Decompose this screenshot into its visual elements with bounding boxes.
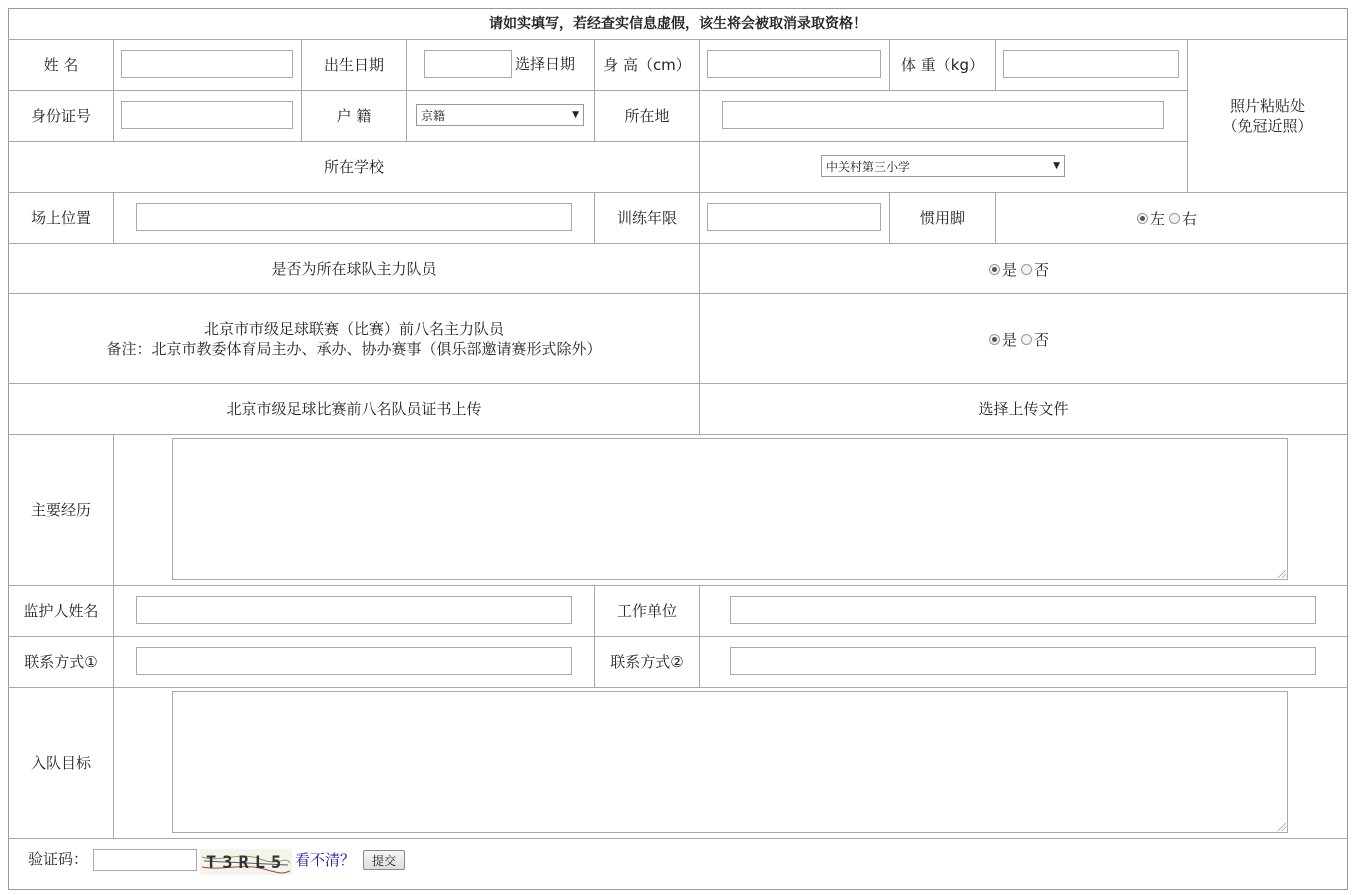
contact1-label: 联系方式① — [24, 653, 98, 671]
main-player-yes-label: 是 — [1002, 261, 1018, 279]
goal-textarea[interactable] — [172, 691, 1288, 833]
guardian-name-label: 监护人姓名 — [23, 602, 99, 620]
contact2-input[interactable] — [730, 647, 1316, 675]
captcha-refresh-link[interactable]: 看不清？ — [295, 851, 356, 869]
col-divider — [113, 192, 114, 243]
main-player-yes-radio[interactable] — [989, 264, 1000, 275]
choose-file-link[interactable]: 选择上传文件 — [978, 400, 1069, 418]
location-label: 所在地 — [624, 107, 670, 125]
main-player-label: 是否为所在球队主力队员 — [271, 259, 437, 278]
weight-label: 体 重（kg） — [901, 56, 984, 74]
league-yes-option[interactable] — [989, 329, 1017, 350]
school-select[interactable] — [821, 155, 1065, 177]
notice-banner: 请如实填写，若经查实信息虚假，该生将会被取消录取资格！ — [489, 16, 867, 32]
league-player-note: 备注：北京市教委体育局主办、承办、协办赛事（俱乐部邀请赛形式除外） — [106, 339, 602, 358]
height-label: 身 高（cm） — [603, 56, 691, 74]
main-player-no-option[interactable] — [1021, 259, 1049, 280]
league-yes-label: 是 — [1002, 331, 1018, 349]
school-label: 所在学校 — [323, 158, 384, 176]
submit-button[interactable]: 提交 — [363, 850, 405, 870]
foot-left-option[interactable] — [1137, 208, 1165, 229]
birth-label: 出生日期 — [323, 56, 384, 74]
foot-right-option[interactable] — [1169, 208, 1197, 229]
main-player-yes-option[interactable] — [989, 259, 1017, 280]
captcha-text: T3RL5 — [206, 853, 288, 873]
league-yes-radio[interactable] — [989, 334, 1000, 345]
experience-label: 主要经历 — [30, 501, 91, 519]
league-player-radio-group — [989, 329, 1053, 350]
id-number-label: 身份证号 — [30, 107, 91, 125]
col-divider — [699, 585, 700, 687]
goal-label: 入队目标 — [30, 754, 91, 772]
resize-grip-icon[interactable] — [1278, 570, 1286, 578]
chevron-down-icon: ▼ — [572, 110, 579, 120]
main-player-radio-group — [989, 259, 1053, 280]
col-divider — [406, 39, 407, 141]
training-years-input[interactable] — [707, 203, 881, 231]
main-player-no-label: 否 — [1034, 261, 1050, 279]
row-divider — [8, 434, 1348, 435]
preferred-foot-label: 惯用脚 — [919, 209, 965, 227]
captcha-image[interactable] — [200, 849, 292, 875]
photo-note: （免冠近照） — [1222, 117, 1313, 135]
weight-input[interactable] — [1003, 50, 1179, 78]
foot-right-radio[interactable] — [1169, 213, 1180, 224]
captcha-label: 验证码： — [28, 850, 89, 868]
league-no-option[interactable] — [1021, 329, 1049, 350]
col-divider — [995, 192, 996, 243]
school-selected-value: 中关村第三小学 — [826, 159, 911, 174]
hukou-label: 户 籍 — [336, 107, 372, 125]
photo-label: 照片粘贴处 — [1229, 97, 1305, 115]
league-player-label: 北京市市级足球联赛（比赛）前八名主力队员 — [203, 319, 504, 338]
hukou-selected-value: 京籍 — [421, 108, 446, 123]
training-years-label: 训练年限 — [616, 209, 677, 227]
preferred-foot-radio-group — [1137, 208, 1201, 229]
position-label: 场上位置 — [30, 209, 91, 227]
location-input[interactable] — [722, 101, 1164, 129]
photo-placeholder — [1188, 40, 1347, 192]
resize-grip-icon[interactable] — [1278, 823, 1286, 831]
col-divider — [113, 434, 114, 838]
col-divider — [113, 39, 114, 141]
league-no-radio[interactable] — [1021, 334, 1032, 345]
name-label: 姓 名 — [43, 56, 79, 74]
id-number-input[interactable] — [121, 101, 293, 129]
experience-textarea[interactable] — [172, 438, 1288, 580]
captcha-input[interactable] — [93, 849, 197, 871]
foot-left-radio[interactable] — [1137, 213, 1148, 224]
col-divider — [995, 39, 996, 90]
chevron-down-icon: ▼ — [1053, 161, 1060, 171]
col-divider — [699, 39, 700, 434]
row-divider — [8, 838, 1348, 839]
main-player-no-radio[interactable] — [1021, 264, 1032, 275]
contact2-label: 联系方式② — [610, 653, 684, 671]
height-input[interactable] — [707, 50, 881, 78]
name-input[interactable] — [121, 50, 293, 78]
certificate-upload-label: 北京市级足球比赛前八名队员证书上传 — [226, 400, 482, 418]
league-player-cell — [9, 294, 699, 383]
position-input[interactable] — [136, 203, 572, 231]
birth-date-input[interactable] — [424, 50, 512, 78]
date-picker-link[interactable]: 选择日期 — [514, 55, 575, 73]
foot-left-label: 左 — [1150, 210, 1166, 228]
contact1-input[interactable] — [136, 647, 572, 675]
employer-label: 工作单位 — [616, 602, 677, 620]
guardian-name-input[interactable] — [136, 596, 572, 624]
league-no-label: 否 — [1034, 331, 1050, 349]
employer-input[interactable] — [730, 596, 1316, 624]
foot-right-label: 右 — [1182, 210, 1198, 228]
hukou-select[interactable] — [416, 104, 584, 126]
row-divider — [8, 687, 1348, 688]
